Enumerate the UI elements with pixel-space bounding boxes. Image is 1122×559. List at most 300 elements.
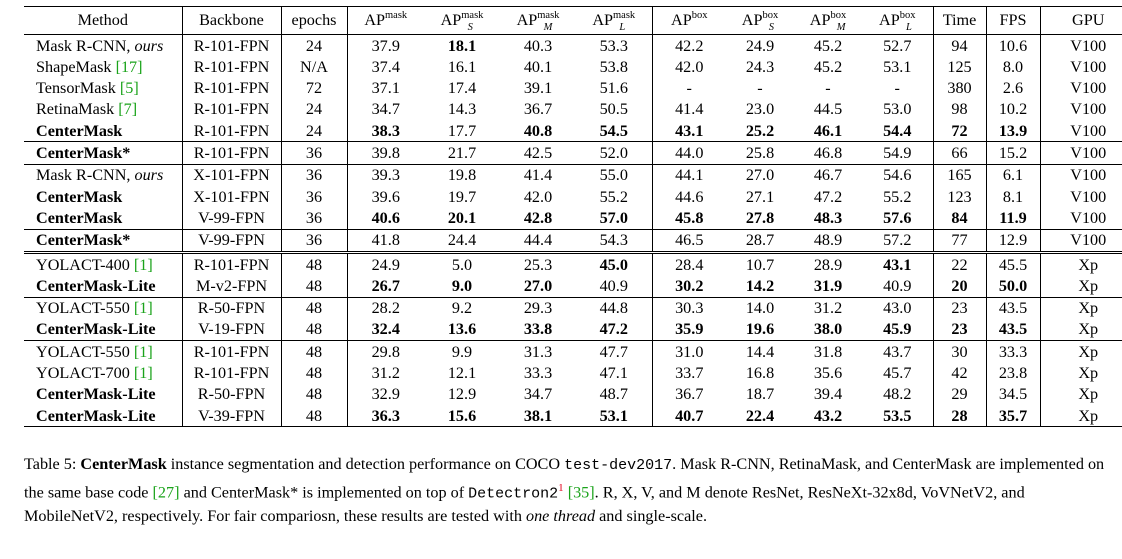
metric-cell: 39.1 — [523, 79, 553, 98]
metric-cell: 42.2 — [675, 36, 704, 55]
metric-cell: 46.7 — [794, 164, 862, 186]
metric-cell: 29 — [933, 384, 986, 405]
backbone-cell: R-101-FPN — [182, 78, 281, 99]
caption-dataset-code: test-dev2017 — [564, 457, 673, 474]
backbone-cell: R-101-FPN — [182, 99, 281, 120]
metric-cell: 42.0 — [675, 57, 704, 76]
metric-cell: 31.0 — [652, 341, 726, 363]
metric-cell: 98 — [933, 99, 986, 120]
metric-cell: 2.6 — [986, 78, 1040, 99]
metric-cell: 34.7 — [371, 100, 400, 119]
backbone-cell: R-101-FPN — [182, 341, 281, 363]
gpu-cell: V100 — [1070, 121, 1107, 140]
metric-cell: 13.6 — [447, 320, 477, 339]
caption-framework-code: Detectron2 — [468, 485, 559, 503]
method-name: Mask R-CNN, — [36, 166, 135, 185]
metric-cell: 84 — [933, 207, 986, 229]
metric-cell: 38.0 — [813, 320, 843, 339]
method-cell — [24, 186, 182, 207]
metric-cell: 17.7 — [447, 121, 477, 140]
gpu-cell: V100 — [1070, 57, 1107, 76]
metric-cell: 38.1 — [500, 405, 576, 427]
citation-link[interactable]: [7] — [118, 100, 138, 119]
gpu-cell: Xp — [1040, 252, 1122, 275]
gpu-cell: V100 — [1040, 142, 1122, 164]
method-suffix: ours — [134, 36, 164, 55]
metric-cell: 40.1 — [523, 57, 553, 76]
table-row — [24, 99, 1122, 120]
metric-cell: 45.0 — [576, 252, 652, 275]
metric-cell: - — [686, 79, 692, 98]
header-gpu: GPU — [1040, 7, 1122, 35]
method-cell — [24, 164, 182, 186]
caption-emphasis: one thread — [525, 507, 596, 526]
epochs-cell: N/A — [281, 56, 347, 77]
header-epochs: epochs — [281, 7, 347, 35]
citation-link[interactable]: [1] — [133, 364, 153, 382]
metric-cell: 19.7 — [447, 187, 477, 206]
metric-cell: 33.3 — [986, 341, 1040, 363]
metric-cell: 36.7 — [675, 385, 704, 404]
metric-cell: 18.1 — [447, 36, 477, 55]
method-name: CenterMask — [36, 121, 123, 140]
metric-cell: 10.7 — [726, 252, 794, 275]
caption-text: instance segmentation and detection performance on COCO — [166, 455, 565, 473]
metric-cell: 17.4 — [447, 79, 477, 98]
table-row — [24, 164, 1122, 186]
table-row — [24, 35, 1122, 57]
epochs-cell: 24 — [281, 99, 347, 120]
metric-cell: 54.3 — [576, 229, 652, 252]
method-cell — [24, 229, 182, 252]
method-cell — [24, 56, 182, 77]
metric-cell: 25.2 — [745, 121, 775, 140]
table-row — [24, 275, 1122, 297]
metric-cell: 29.3 — [500, 297, 576, 319]
metric-cell: 37.4 — [371, 57, 400, 76]
metric-cell: 57.6 — [862, 207, 933, 229]
method-name: TensorMask — [36, 79, 120, 98]
table-row — [24, 252, 1122, 275]
metric-cell: 53.5 — [862, 405, 933, 427]
metric-cell: 37.9 — [371, 36, 400, 55]
metric-cell: 9.9 — [424, 341, 500, 363]
method-name: Mask R-CNN, — [36, 36, 135, 55]
metric-cell: 125 — [933, 56, 986, 77]
metric-cell: 41.8 — [347, 229, 424, 252]
metric-cell: 24.3 — [745, 57, 775, 76]
metric-cell: 55.2 — [576, 186, 652, 207]
metric-cell: 24.9 — [347, 252, 424, 275]
method-name: CenterMask — [36, 208, 123, 227]
gpu-cell: Xp — [1078, 276, 1099, 295]
metric-cell: 42 — [933, 362, 986, 383]
metric-cell: 45.2 — [813, 57, 843, 76]
metric-cell: 52.7 — [862, 35, 933, 57]
backbone-cell: X-101-FPN — [182, 186, 281, 207]
metric-cell: 32.4 — [371, 320, 400, 339]
metric-cell: 31.2 — [794, 297, 862, 319]
metric-cell: 8.1 — [986, 186, 1040, 207]
metric-cell: 8.0 — [986, 56, 1040, 77]
metric-cell: 45.2 — [813, 36, 843, 55]
method-cell — [24, 341, 182, 363]
metric-cell: 23 — [933, 319, 986, 341]
method-cell — [24, 384, 182, 405]
metric-cell: 44.4 — [500, 229, 576, 252]
metric-cell: 33.7 — [675, 364, 704, 382]
method-name: YOLACT-550 — [36, 299, 134, 318]
metric-cell: 43.2 — [794, 405, 862, 427]
metric-cell: 23.8 — [986, 362, 1040, 383]
metric-cell: 12.1 — [447, 364, 477, 382]
metric-cell: 44.6 — [675, 187, 704, 206]
metric-cell: 11.9 — [986, 207, 1040, 229]
footnote-marker[interactable]: 1 — [558, 482, 564, 494]
metric-cell: 48.7 — [576, 384, 652, 405]
metric-cell: 123 — [933, 186, 986, 207]
gpu-cell: Xp — [1040, 405, 1122, 427]
results-table-container — [24, 6, 1116, 427]
metric-cell: 21.7 — [424, 142, 500, 164]
metric-cell: 31.2 — [371, 364, 400, 382]
gpu-cell: V100 — [1040, 164, 1122, 186]
method-name: RetinaMask — [36, 100, 119, 119]
metric-cell: 39.6 — [371, 187, 400, 206]
citation-link[interactable]: [1] — [133, 255, 153, 274]
metric-cell: 53.8 — [576, 56, 652, 77]
metric-cell: 40.7 — [652, 405, 726, 427]
metric-cell: 39.3 — [347, 164, 424, 186]
metric-cell: 40.9 — [862, 275, 933, 297]
method-name: ShapeMask — [36, 57, 116, 76]
metric-cell: 20.1 — [447, 208, 477, 227]
method-name: YOLACT-700 — [36, 364, 134, 382]
metric-cell: 24.9 — [745, 36, 775, 55]
backbone-cell: V-39-FPN — [182, 405, 281, 427]
table-row — [24, 186, 1122, 207]
metric-cell: - — [757, 79, 763, 98]
epochs-cell: 36 — [281, 229, 347, 252]
metric-cell: 44.0 — [652, 142, 726, 164]
metric-cell: 27.8 — [745, 208, 775, 227]
metric-cell: 47.2 — [813, 187, 843, 206]
metric-cell: 15.2 — [986, 142, 1040, 164]
metric-cell: 18.7 — [745, 385, 775, 404]
backbone-cell: R-101-FPN — [182, 362, 281, 383]
metric-cell: 16.8 — [745, 364, 775, 382]
metric-cell: 42.0 — [523, 187, 553, 206]
header-ap-box: $AP^{box}$ — [652, 7, 726, 35]
caption-text: . Mask R-CNN, RetinaMask, and CenterMask are implemented on the same base code — [24, 455, 1105, 502]
citation-link[interactable]: [1] — [133, 342, 153, 361]
header-row — [24, 7, 1122, 35]
method-cell — [24, 78, 182, 99]
metric-cell: 51.6 — [576, 78, 652, 99]
metric-cell: 43.5 — [986, 319, 1040, 341]
metric-cell: 28.7 — [726, 229, 794, 252]
metric-cell: 14.2 — [745, 276, 775, 295]
results-table — [24, 6, 1122, 427]
metric-cell: 94 — [933, 35, 986, 57]
gpu-cell: V100 — [1070, 208, 1107, 227]
metric-cell: 37.1 — [371, 79, 400, 98]
metric-cell: 55.0 — [576, 164, 652, 186]
metric-cell: 53.1 — [576, 405, 652, 427]
table-row — [24, 142, 1122, 164]
metric-cell: - — [862, 78, 933, 99]
method-cell — [24, 297, 182, 319]
metric-cell: 57.2 — [862, 229, 933, 252]
backbone-cell: R-101-FPN — [182, 252, 281, 275]
table-caption — [24, 453, 1114, 527]
metric-cell: 19.6 — [745, 320, 775, 339]
metric-cell: 33.3 — [523, 364, 553, 382]
metric-cell: 53.3 — [576, 35, 652, 57]
table-row — [24, 341, 1122, 363]
header-fps: FPS — [986, 7, 1040, 35]
metric-cell: 28 — [933, 405, 986, 427]
metric-cell: 30.2 — [675, 276, 704, 295]
metric-cell: 50.5 — [576, 99, 652, 120]
metric-cell: 27.0 — [726, 164, 794, 186]
metric-cell: 14.3 — [447, 100, 477, 119]
method-cell — [24, 319, 182, 341]
caption-text: and single-scale. — [595, 507, 707, 526]
header-ap-box-m: $AP^{box}$ M — [794, 7, 862, 35]
metric-cell: 42.5 — [500, 142, 576, 164]
table-row — [24, 207, 1122, 229]
method-cell — [24, 99, 182, 120]
caption-label: Table 5: — [24, 455, 81, 473]
backbone-cell: V-99-FPN — [182, 229, 281, 252]
metric-cell: 14.0 — [726, 297, 794, 319]
metric-cell: 30 — [933, 341, 986, 363]
table-row — [24, 56, 1122, 77]
metric-cell: 52.0 — [576, 142, 652, 164]
metric-cell: 39.4 — [813, 385, 843, 404]
table-row — [24, 384, 1122, 405]
header-backbone: Backbone — [182, 7, 281, 35]
metric-cell: 43.0 — [862, 297, 933, 319]
gpu-cell: V100 — [1070, 79, 1107, 98]
table-row — [24, 362, 1122, 383]
metric-cell: 54.9 — [862, 142, 933, 164]
epochs-cell: 36 — [281, 164, 347, 186]
metric-cell: 6.1 — [986, 164, 1040, 186]
metric-cell: 41.4 — [675, 100, 704, 119]
backbone-cell: R-101-FPN — [182, 56, 281, 77]
table-row — [24, 297, 1122, 319]
metric-cell: 32.9 — [371, 385, 400, 404]
metric-cell: 45.9 — [862, 319, 933, 341]
metric-cell: 23.0 — [745, 100, 775, 119]
gpu-cell: V100 — [1070, 100, 1107, 119]
metric-cell: 47.2 — [576, 319, 652, 341]
metric-cell: 35.9 — [675, 320, 704, 339]
metric-cell: 28.2 — [347, 297, 424, 319]
metric-cell: 5.0 — [424, 252, 500, 275]
metric-cell: 40.8 — [523, 121, 553, 140]
backbone-cell: R-50-FPN — [182, 297, 281, 319]
metric-cell: 57.0 — [576, 207, 652, 229]
method-cell — [24, 405, 182, 427]
metric-cell: 13.9 — [986, 120, 1040, 142]
caption-text: and CenterMask* is implemented on top of — [179, 483, 469, 502]
gpu-cell: Xp — [1078, 320, 1099, 339]
metric-cell: 12.9 — [447, 385, 477, 404]
metric-cell: 53.0 — [862, 99, 933, 120]
backbone-cell: M-v2-FPN — [182, 275, 281, 297]
metric-cell: 48.9 — [794, 229, 862, 252]
metric-cell: 380 — [933, 78, 986, 99]
backbone-cell: V-19-FPN — [182, 319, 281, 341]
metric-cell: 47.7 — [576, 341, 652, 363]
citation-link[interactable]: [5] — [119, 79, 139, 98]
header-ap-box-l: $AP^{box}$ L — [862, 7, 933, 35]
metric-cell: 43.1 — [675, 121, 704, 140]
method-cell — [24, 275, 182, 297]
backbone-cell: R-101-FPN — [182, 35, 281, 57]
metric-cell: 54.4 — [862, 120, 933, 142]
header-ap-mask-m: $AP^{mask}$ M — [500, 7, 576, 35]
metric-cell: 40.9 — [576, 275, 652, 297]
citation-link[interactable]: [17] — [115, 57, 143, 76]
epochs-cell: 48 — [281, 319, 347, 341]
gpu-cell: V100 — [1070, 187, 1107, 206]
backbone-cell: R-101-FPN — [182, 142, 281, 164]
metric-cell: 40.6 — [371, 208, 400, 227]
metric-cell: 40.3 — [523, 36, 553, 55]
metric-cell: 44.8 — [576, 297, 652, 319]
metric-cell: 38.3 — [371, 121, 400, 140]
metric-cell: 54.6 — [862, 164, 933, 186]
metric-cell: 165 — [933, 164, 986, 186]
table-row — [24, 319, 1122, 341]
metric-cell: 66 — [933, 142, 986, 164]
metric-cell: 36.7 — [523, 100, 553, 119]
metric-cell: 28.4 — [652, 252, 726, 275]
metric-cell: 41.4 — [500, 164, 576, 186]
metric-cell: 50.0 — [986, 275, 1040, 297]
epochs-cell: 48 — [281, 362, 347, 383]
metric-cell: 54.5 — [576, 120, 652, 142]
method-name: CenterMask-Lite — [36, 406, 156, 425]
metric-cell: 26.7 — [371, 276, 400, 295]
method-name: CenterMask* — [36, 231, 131, 250]
metric-cell: 10.6 — [986, 35, 1040, 57]
metric-cell: - — [825, 79, 831, 98]
header-ap-box-s: $AP^{box}$ S — [726, 7, 794, 35]
metric-cell: 35.7 — [986, 405, 1040, 427]
metric-cell: 22.4 — [726, 405, 794, 427]
metric-cell: 25.8 — [726, 142, 794, 164]
table-row — [24, 120, 1122, 142]
metric-cell: 72 — [933, 120, 986, 142]
metric-cell: 55.2 — [862, 186, 933, 207]
header-ap-mask-l: $AP^{mask}$ L — [576, 7, 652, 35]
metric-cell: 34.7 — [523, 385, 553, 404]
caption-text: . R, X, V, and M denote ResNet, ResNeXt-32x8d, VoVNetV2, and MobileNetV2, respectively. For fair compariosn, these results are tested with — [24, 483, 1025, 526]
method-suffix: ours — [134, 166, 164, 185]
table-row — [24, 405, 1122, 427]
metric-cell: 46.8 — [794, 142, 862, 164]
metric-cell: 45.8 — [675, 208, 704, 227]
gpu-cell: V100 — [1040, 229, 1122, 252]
metric-cell: 23 — [933, 297, 986, 319]
metric-cell: 33.8 — [523, 320, 553, 339]
caption-method-name: CenterMask — [80, 455, 167, 473]
citation-link[interactable]: [1] — [133, 299, 153, 318]
citation-link[interactable]: [35] — [567, 483, 595, 502]
table-row — [24, 78, 1122, 99]
metric-cell: 46.1 — [813, 121, 843, 140]
epochs-cell: 48 — [281, 297, 347, 319]
metric-cell: 29.8 — [347, 341, 424, 363]
metric-cell: 35.6 — [813, 364, 843, 382]
method-cell — [24, 35, 182, 57]
metric-cell: 22 — [933, 252, 986, 275]
metric-cell: 48.3 — [813, 208, 843, 227]
gpu-cell: V100 — [1070, 36, 1107, 55]
method-cell — [24, 362, 182, 383]
backbone-cell: R-101-FPN — [182, 120, 281, 142]
metric-cell: 47.1 — [576, 362, 652, 383]
epochs-cell: 48 — [281, 405, 347, 427]
gpu-cell: Xp — [1078, 364, 1099, 382]
method-name: YOLACT-400 — [36, 255, 134, 274]
metric-cell: 15.6 — [424, 405, 500, 427]
metric-cell: 31.9 — [813, 276, 843, 295]
method-name: CenterMask — [36, 187, 123, 206]
method-cell — [24, 120, 182, 142]
header-ap-mask-s: $AP^{mask}$ S — [424, 7, 500, 35]
epochs-cell: 24 — [281, 35, 347, 57]
metric-cell: 9.2 — [424, 297, 500, 319]
metric-cell: 48.2 — [862, 384, 933, 405]
metric-cell: 20 — [933, 275, 986, 297]
epochs-cell: 72 — [281, 78, 347, 99]
metric-cell: 24.4 — [424, 229, 500, 252]
metric-cell: 27.1 — [745, 187, 775, 206]
epochs-cell: 48 — [281, 341, 347, 363]
method-name: CenterMask-Lite — [36, 385, 156, 404]
method-name: CenterMask-Lite — [36, 276, 156, 295]
metric-cell: 77 — [933, 229, 986, 252]
backbone-cell: X-101-FPN — [182, 164, 281, 186]
metric-cell: 43.5 — [986, 297, 1040, 319]
metric-cell: 27.0 — [523, 276, 553, 295]
backbone-cell: V-99-FPN — [182, 207, 281, 229]
method-name: CenterMask-Lite — [36, 320, 156, 339]
table-body — [24, 35, 1122, 427]
metric-cell: 46.5 — [652, 229, 726, 252]
metric-cell: 31.3 — [500, 341, 576, 363]
metric-cell: 34.5 — [986, 384, 1040, 405]
method-cell — [24, 142, 182, 164]
metric-cell: 31.8 — [794, 341, 862, 363]
metric-cell: 45.5 — [986, 252, 1040, 275]
metric-cell: 12.9 — [986, 229, 1040, 252]
gpu-cell: Xp — [1078, 385, 1099, 404]
citation-link[interactable]: [27] — [152, 483, 180, 502]
epochs-cell: 48 — [281, 384, 347, 405]
metric-cell: 10.2 — [986, 99, 1040, 120]
header-ap-mask: $AP^{mask}$ — [347, 7, 424, 35]
epochs-cell: 48 — [281, 275, 347, 297]
method-name: CenterMask* — [36, 144, 131, 163]
metric-cell: 28.9 — [794, 252, 862, 275]
